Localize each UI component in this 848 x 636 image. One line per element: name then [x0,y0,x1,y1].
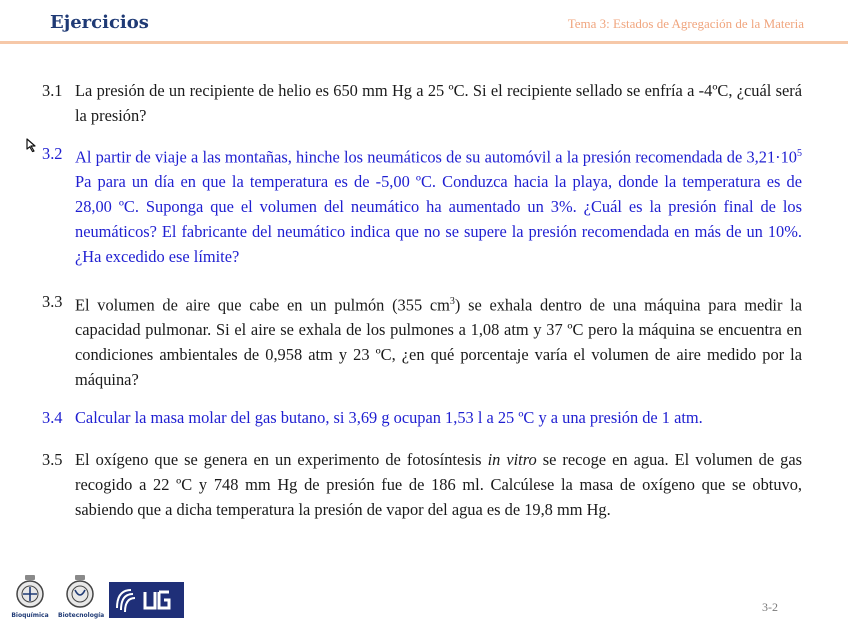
exercise-3-3 [42,289,802,392]
uco-logo-icon [109,582,184,618]
logo-label: Biotecnología [58,612,105,619]
exercise-text-part: Pa para un día en que la temperatura es de -5,00 ºC. Conduzca hacia la playa, donde la temperatura es de 28,00 ºC. Suponga que el volumen del neumático ha aumentado un 3%. ¿Cuál es la presión final de los neumáticos? El fabricante del neumático indica que no se supere la presión recomendada en más de un 10%. ¿Ha excedido ese límite? [75,172,802,267]
exercise-text: Calcular la masa molar del gas butano, si 3,69 g ocupan 1,53 l a 25 ºC y a una presión de 1 atm. [75,408,703,427]
exercise-text [75,289,802,392]
exercise-3-4 [42,405,802,430]
exercise-text-part: ) se exhala dentro de una máquina para medir la capacidad pulmonar. Si el aire se exhala de los pulmones a 1,08 atm y 37 ºC pero la máquina se encuentra en condiciones ambientales de 0,958 atm y 23 ºC, ¿en qué porcentaje varía el volumen de aire medido por la máquina? [75,295,802,390]
page-number: 3-2 [762,600,778,614]
exponent: 3 [449,296,455,307]
topic-subtitle: Tema 3: Estados de Agregación de la Materia [567,16,804,31]
header-divider [0,41,848,44]
exercise-text [75,447,802,522]
exercise-number: 3.5 [42,450,63,469]
exercise-3-5 [42,447,802,522]
logo-label: Bioquímica [11,612,49,619]
arrow-cursor-icon [25,137,41,153]
exercise-text [75,141,802,269]
exponent: 5 [797,148,802,159]
exercise-text-part: El oxígeno que se genera en un experimento de fotosíntesis [75,450,488,469]
university-crest-icon [8,574,52,626]
exercise-3-1 [42,78,802,128]
university-crest-icon [58,574,105,626]
exercise-text-part: El volumen de aire que cabe en un pulmón (355 cm [75,295,450,315]
exercise-text: La presión de un recipiente de helio es 650 mm Hg a 25 ºC. Si el recipiente sellado se enfría a -4ºC, ¿cuál será la presión? [75,81,802,125]
italic-term: in vitro [487,450,537,469]
exercise-text-part: Al partir de viaje a las montañas, hinche los neumáticos de su automóvil a la presión recomendada de 3,21·10 [75,147,797,167]
page-title: Ejercicios [50,12,149,33]
exercise-number: 3.2 [42,144,63,163]
exercise-number: 3.1 [42,81,63,100]
exercise-number: 3.3 [42,292,63,311]
exercise-number: 3.4 [42,408,63,427]
exercise-3-2 [42,141,802,269]
exercise-text-part: se recoge en agua. El volumen de gas recogido a 22 ºC y 748 mm Hg de presión fue de 186 ml. Calcúlese la masa de oxígeno que se obtuvo, sabiendo que a dicha temperatura la presión de vapor del agua es de 19,8 mm Hg. [75,450,802,519]
